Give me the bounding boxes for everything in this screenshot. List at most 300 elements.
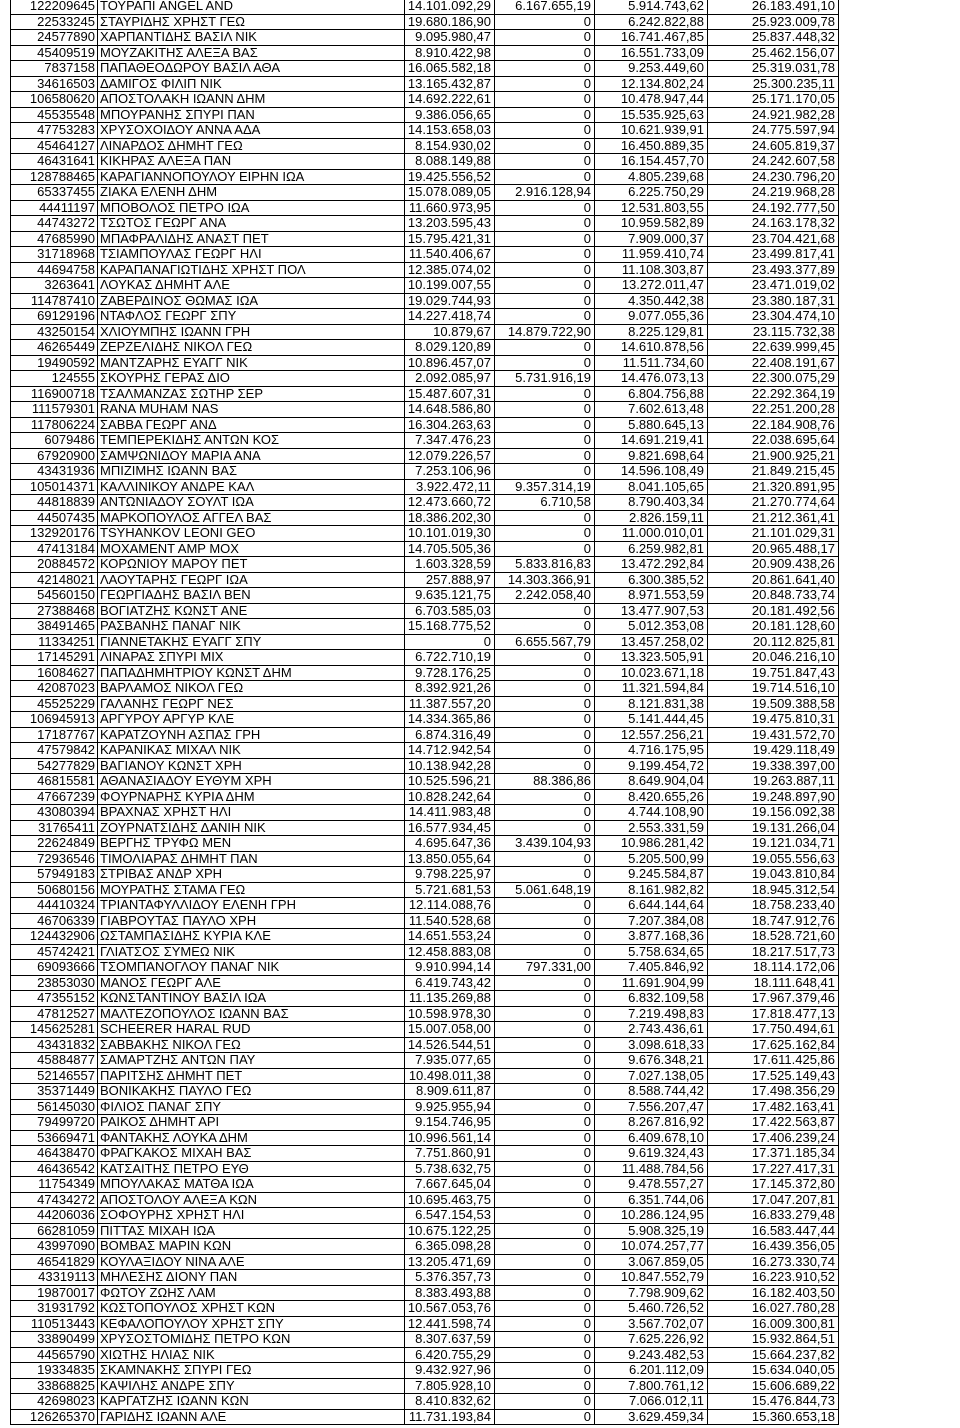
- row-amount-1: 7.667.645,04: [405, 1177, 495, 1192]
- row-amount-3: 9.243.482,53: [595, 1348, 708, 1363]
- row-name: ΧΙΩΤΗΣ ΗΛΙΑΣ ΝΙΚ: [98, 1348, 405, 1363]
- table-row: [11, 371, 839, 387]
- row-total: 24.921.982,28: [708, 108, 839, 123]
- row-total: 18.747.912,76: [708, 914, 839, 929]
- row-name: ΣΑΒΒΑΚΗΣ ΝΙΚΟΛ ΓΕΩ: [98, 1038, 405, 1053]
- row-name: ΣΚΑΜΝΑΚΗΣ ΣΠΥΡΙ ΓΕΩ: [98, 1363, 405, 1378]
- row-total: 22.251.200,28: [708, 402, 839, 417]
- row-total: 24.230.796,20: [708, 170, 839, 185]
- row-name: ΓΙΑΝΝΕΤΑΚΗΣ ΕΥΑΓΓ ΣΠΥ: [98, 635, 405, 650]
- row-name: ΒΡΑΧΝΑΣ ΧΡΗΣΤ ΗΛΙ: [98, 805, 405, 820]
- row-name: ΚΩΣΤΟΠΟΥΛΟΣ ΧΡΗΣΤ ΚΩΝ: [98, 1301, 405, 1316]
- row-id: 22624849: [11, 836, 98, 851]
- row-id: 3263641: [11, 278, 98, 293]
- table-row: [11, 557, 839, 573]
- row-amount-1: 12.114.088,76: [405, 898, 495, 913]
- row-amount-3: 9.821.698,64: [595, 449, 708, 464]
- row-amount-2: 0: [495, 991, 595, 1006]
- row-total: 16.009.300,81: [708, 1317, 839, 1332]
- row-id: 117806224: [11, 418, 98, 433]
- row-id: 45525229: [11, 697, 98, 712]
- table-row: [11, 247, 839, 263]
- row-total: 19.121.034,71: [708, 836, 839, 851]
- row-id: 47812527: [11, 1007, 98, 1022]
- row-id: 46815581: [11, 774, 98, 789]
- row-amount-2: 0: [495, 216, 595, 231]
- row-total: 17.145.372,80: [708, 1177, 839, 1192]
- row-id: 43431832: [11, 1038, 98, 1053]
- row-name: ΣΑΜΑΡΤΖΗΣ ΑΝΤΩΝ ΠΑΥ: [98, 1053, 405, 1068]
- row-id: 47413184: [11, 542, 98, 557]
- row-total: 18.758.233,40: [708, 898, 839, 913]
- row-name: RANA MUHAM NAS: [98, 402, 405, 417]
- row-name: ΤΣΟΜΠΑΝΟΓΛΟΥ ΠΑΝΑΓ ΝΙΚ: [98, 960, 405, 975]
- row-amount-2: 0: [495, 712, 595, 727]
- table-row: [11, 170, 839, 186]
- row-amount-3: 7.798.909,62: [595, 1286, 708, 1301]
- row-name: ΚΙΚΗΡΑΣ ΑΛΕΞΑ ΠΑΝ: [98, 154, 405, 169]
- row-amount-1: 11.135.269,88: [405, 991, 495, 1006]
- table-row: [11, 278, 839, 294]
- row-amount-2: 0: [495, 650, 595, 665]
- row-amount-1: 5.721.681,53: [405, 883, 495, 898]
- row-total: 24.605.819,37: [708, 139, 839, 154]
- row-amount-1: 10.598.978,30: [405, 1007, 495, 1022]
- row-amount-1: 16.065.582,18: [405, 61, 495, 76]
- row-name: ΠΑΡΙΤΣΗΣ ΔΗΜΗΤ ΠΕΤ: [98, 1069, 405, 1084]
- row-amount-1: 11.540.528,68: [405, 914, 495, 929]
- row-amount-1: 9.095.980,47: [405, 30, 495, 45]
- row-amount-1: 12.079.226,57: [405, 449, 495, 464]
- row-id: 46438470: [11, 1146, 98, 1161]
- row-name: ΓΑΡΙΔΗΣ ΙΩΑΝΝ ΑΛΕ: [98, 1410, 405, 1425]
- table-row: [11, 604, 839, 620]
- row-amount-3: 5.758.634,65: [595, 945, 708, 960]
- table-row: [11, 852, 839, 868]
- row-amount-3: 9.478.557,27: [595, 1177, 708, 1192]
- row-amount-3: 7.625.226,92: [595, 1332, 708, 1347]
- row-amount-2: 6.710,58: [495, 495, 595, 510]
- table-row: [11, 743, 839, 759]
- row-amount-1: 8.154.930,02: [405, 139, 495, 154]
- row-amount-1: 6.420.755,29: [405, 1348, 495, 1363]
- row-amount-1: 14.101.092,29: [405, 0, 495, 14]
- row-total: 21.212.361,41: [708, 511, 839, 526]
- row-total: 18.114.172,06: [708, 960, 839, 975]
- table-row: [11, 1084, 839, 1100]
- row-total: 20.181.128,60: [708, 619, 839, 634]
- row-amount-2: 0: [495, 914, 595, 929]
- row-amount-1: 5.376.357,73: [405, 1270, 495, 1285]
- row-amount-2: 0: [495, 154, 595, 169]
- row-amount-2: 6.655.567,79: [495, 635, 595, 650]
- row-amount-1: 9.635.121,75: [405, 588, 495, 603]
- row-amount-1: 6.703.585,03: [405, 604, 495, 619]
- row-total: 23.493.377,89: [708, 263, 839, 278]
- row-id: 122209645: [11, 0, 98, 14]
- table-row: [11, 929, 839, 945]
- row-name: ΧΡΥΣΟΧΟΙΔΟΥ ΑΝΝΑ ΑΔΑ: [98, 123, 405, 138]
- row-id: 17145291: [11, 650, 98, 665]
- row-total: 19.475.810,31: [708, 712, 839, 727]
- row-name: ΓΕΩΡΓΙΑΔΗΣ ΒΑΣΙΛ ΒΕΝ: [98, 588, 405, 603]
- row-amount-2: 0: [495, 1332, 595, 1347]
- row-amount-1: 8.910.422,98: [405, 46, 495, 61]
- row-amount-3: 16.450.889,35: [595, 139, 708, 154]
- row-amount-3: 8.588.744,42: [595, 1084, 708, 1099]
- table-row: [11, 1100, 839, 1116]
- row-amount-2: 0: [495, 619, 595, 634]
- row-name: ΜΠΟΥΡΑΝΗΣ ΣΠΥΡΙ ΠΑΝ: [98, 108, 405, 123]
- row-id: 66281059: [11, 1224, 98, 1239]
- row-amount-2: 0: [495, 1177, 595, 1192]
- row-total: 19.431.572,70: [708, 728, 839, 743]
- row-amount-1: 0: [405, 635, 495, 650]
- row-amount-1: 14.705.505,36: [405, 542, 495, 557]
- row-amount-3: 14.610.878,56: [595, 340, 708, 355]
- row-id: 16084627: [11, 666, 98, 681]
- row-total: 19.248.897,90: [708, 790, 839, 805]
- row-total: 15.606.689,22: [708, 1379, 839, 1394]
- table-row: [11, 232, 839, 248]
- row-amount-2: 5.833.816,83: [495, 557, 595, 572]
- row-amount-3: 14.691.219,41: [595, 433, 708, 448]
- row-name: ΖΙΑΚΑ ΕΛΕΝΗ ΔΗΜ: [98, 185, 405, 200]
- row-amount-2: 88.386,86: [495, 774, 595, 789]
- row-amount-3: 3.567.702,07: [595, 1317, 708, 1332]
- row-amount-1: 10.199.007,55: [405, 278, 495, 293]
- table-row: [11, 1007, 839, 1023]
- row-amount-2: 0: [495, 867, 595, 882]
- row-amount-1: 14.153.658,03: [405, 123, 495, 138]
- row-name: ΣΤΑΥΡΙΔΗΣ ΧΡΗΣΤ ΓΕΩ: [98, 15, 405, 30]
- row-name: ΑΠΟΣΤΟΛΑΚΗ ΙΩΑΝΝ ΔΗΜ: [98, 92, 405, 107]
- row-amount-1: 16.577.934,45: [405, 821, 495, 836]
- row-total: 23.499.817,41: [708, 247, 839, 262]
- row-amount-3: 5.908.325,19: [595, 1224, 708, 1239]
- row-total: 25.171.170,05: [708, 92, 839, 107]
- table-row: [11, 1069, 839, 1085]
- row-id: 69129196: [11, 309, 98, 324]
- row-amount-3: 6.300.385,52: [595, 573, 708, 588]
- row-total: 19.714.516,10: [708, 681, 839, 696]
- row-amount-1: 4.695.647,36: [405, 836, 495, 851]
- row-total: 15.664.237,82: [708, 1348, 839, 1363]
- row-id: 145625281: [11, 1022, 98, 1037]
- row-amount-3: 9.245.584,87: [595, 867, 708, 882]
- row-amount-2: 0: [495, 201, 595, 216]
- table-row: [11, 836, 839, 852]
- table-row: [11, 449, 839, 465]
- row-amount-3: 6.201.112,09: [595, 1363, 708, 1378]
- row-id: 42087023: [11, 681, 98, 696]
- row-amount-1: 14.651.553,24: [405, 929, 495, 944]
- table-row: [11, 108, 839, 124]
- row-id: 46431641: [11, 154, 98, 169]
- row-amount-2: 0: [495, 1224, 595, 1239]
- table-row: [11, 821, 839, 837]
- row-id: 57949183: [11, 867, 98, 882]
- row-id: 22533245: [11, 15, 98, 30]
- row-id: 19870017: [11, 1286, 98, 1301]
- row-amount-2: 0: [495, 1053, 595, 1068]
- row-amount-3: 7.556.207,47: [595, 1100, 708, 1115]
- row-amount-1: 8.909.611,87: [405, 1084, 495, 1099]
- row-id: 42148021: [11, 573, 98, 588]
- row-amount-2: 0: [495, 1208, 595, 1223]
- row-amount-1: 19.680.186,90: [405, 15, 495, 30]
- row-amount-1: 6.874.316,49: [405, 728, 495, 743]
- row-id: 65337455: [11, 185, 98, 200]
- row-name: ΦΟΥΡΝΑΡΗΣ ΚΥΡΙΑ ΔΗΜ: [98, 790, 405, 805]
- row-id: 38491465: [11, 619, 98, 634]
- row-amount-2: 0: [495, 418, 595, 433]
- table-row: [11, 1394, 839, 1410]
- row-id: 33868825: [11, 1379, 98, 1394]
- row-amount-1: 9.432.927,96: [405, 1363, 495, 1378]
- table-row: [11, 805, 839, 821]
- row-amount-3: 11.321.594,84: [595, 681, 708, 696]
- row-amount-2: 2.242.058,40: [495, 588, 595, 603]
- row-amount-2: 0: [495, 340, 595, 355]
- row-amount-1: 8.410.832,62: [405, 1394, 495, 1409]
- table-row: [11, 697, 839, 713]
- row-amount-2: 14.879.722,90: [495, 325, 595, 340]
- row-name: ΤΟΥΡΑΠΙ ANGEL AND: [98, 0, 405, 14]
- table-row: [11, 542, 839, 558]
- table-row: [11, 666, 839, 682]
- row-amount-3: 13.457.258,02: [595, 635, 708, 650]
- table-row: [11, 77, 839, 93]
- row-name: ΦΡΑΓΚΑΚΟΣ ΜΙΧΑΗ ΒΑΣ: [98, 1146, 405, 1161]
- row-amount-1: 12.473.660,72: [405, 495, 495, 510]
- row-id: 19490592: [11, 356, 98, 371]
- row-total: 18.111.648,41: [708, 976, 839, 991]
- row-total: 17.625.162,84: [708, 1038, 839, 1053]
- row-amount-1: 15.168.775,52: [405, 619, 495, 634]
- row-total: 25.837.448,32: [708, 30, 839, 45]
- row-amount-3: 9.077.055,36: [595, 309, 708, 324]
- row-amount-3: 3.098.618,33: [595, 1038, 708, 1053]
- row-amount-2: 0: [495, 743, 595, 758]
- row-amount-2: 0: [495, 232, 595, 247]
- table-row: [11, 402, 839, 418]
- row-amount-2: 0: [495, 852, 595, 867]
- table-row: [11, 1270, 839, 1286]
- row-amount-1: 16.304.263,63: [405, 418, 495, 433]
- table-row: [11, 867, 839, 883]
- table-row: [11, 15, 839, 31]
- row-amount-2: 3.439.104,93: [495, 836, 595, 851]
- row-amount-2: 0: [495, 759, 595, 774]
- row-amount-1: 7.347.476,23: [405, 433, 495, 448]
- row-amount-1: 6.419.743,42: [405, 976, 495, 991]
- row-amount-2: 797.331,00: [495, 960, 595, 975]
- row-name: ΓΛΙΑΤΣΟΣ ΣΥΜΕΩ ΝΙΚ: [98, 945, 405, 960]
- table-row: [11, 1317, 839, 1333]
- row-name: ΚΑΤΣΑΙΤΗΣ ΠΕΤΡΟ ΕΥΘ: [98, 1162, 405, 1177]
- row-amount-2: 0: [495, 278, 595, 293]
- row-amount-1: 11.731.193,84: [405, 1410, 495, 1425]
- row-amount-2: 0: [495, 1100, 595, 1115]
- row-amount-3: 8.161.982,82: [595, 883, 708, 898]
- row-total: 22.292.364,19: [708, 387, 839, 402]
- row-total: 15.360.653,18: [708, 1410, 839, 1425]
- row-total: 25.319.031,78: [708, 61, 839, 76]
- table-row: [11, 1053, 839, 1069]
- row-amount-3: 4.716.175,95: [595, 743, 708, 758]
- row-amount-3: 9.199.454,72: [595, 759, 708, 774]
- row-total: 17.227.417,31: [708, 1162, 839, 1177]
- row-amount-1: 12.441.598,74: [405, 1317, 495, 1332]
- row-id: 47355152: [11, 991, 98, 1006]
- row-total: 15.932.864,51: [708, 1332, 839, 1347]
- row-amount-1: 14.692.222,61: [405, 92, 495, 107]
- row-name: ΜΗΛΕΣΗΣ ΔΙΟΝΥ ΠΑΝ: [98, 1270, 405, 1285]
- row-total: 17.967.379,46: [708, 991, 839, 1006]
- table-row: [11, 325, 839, 341]
- row-name: ΛΟΥΚΑΣ ΔΗΜΗΤ ΑΛΕ: [98, 278, 405, 293]
- row-id: 43319113: [11, 1270, 98, 1285]
- table-row: [11, 61, 839, 77]
- row-id: 44565790: [11, 1348, 98, 1363]
- row-total: 20.965.488,17: [708, 542, 839, 557]
- row-total: 20.861.641,40: [708, 573, 839, 588]
- row-name: ΤΕΜΠΕΡΕΚΙΔΗΣ ΑΝΤΩΝ ΚΟΣ: [98, 433, 405, 448]
- row-name: ΦΩΤΟΥ ΖΩΗΣ ΛΑΜ: [98, 1286, 405, 1301]
- row-amount-1: 10.567.053,76: [405, 1301, 495, 1316]
- table-row: [11, 340, 839, 356]
- row-amount-1: 8.392.921,26: [405, 681, 495, 696]
- row-amount-3: 9.676.348,21: [595, 1053, 708, 1068]
- row-amount-2: 14.303.366,91: [495, 573, 595, 588]
- row-amount-3: 6.225.750,29: [595, 185, 708, 200]
- row-total: 24.219.968,28: [708, 185, 839, 200]
- row-amount-1: 12.385.074,02: [405, 263, 495, 278]
- row-amount-2: 0: [495, 1286, 595, 1301]
- row-total: 21.320.891,95: [708, 480, 839, 495]
- row-name: ΖΟΥΡΝΑΤΣΙΔΗΣ ΔΑΝΙΗ ΝΙΚ: [98, 821, 405, 836]
- row-id: 128788465: [11, 170, 98, 185]
- row-total: 16.273.330,74: [708, 1255, 839, 1270]
- row-name: ΤΡΙΑΝΤΑΦΥΛΛΙΔΟΥ ΕΛΕΝΗ ΓΡΗ: [98, 898, 405, 913]
- row-id: 43080394: [11, 805, 98, 820]
- table-row: [11, 1410, 839, 1426]
- row-total: 24.163.178,32: [708, 216, 839, 231]
- row-total: 19.751.847,43: [708, 666, 839, 681]
- row-amount-3: 10.074.257,77: [595, 1239, 708, 1254]
- row-name: ΒΟΓΙΑΤΖΗΣ ΚΩΝΣΤ ΑΝΕ: [98, 604, 405, 619]
- row-total: 19.509.388,58: [708, 697, 839, 712]
- row-id: 47579842: [11, 743, 98, 758]
- row-amount-2: 0: [495, 123, 595, 138]
- row-total: 20.112.825,81: [708, 635, 839, 650]
- row-amount-3: 4.744.108,90: [595, 805, 708, 820]
- row-amount-1: 6.365.098,28: [405, 1239, 495, 1254]
- row-amount-3: 10.847.552,79: [595, 1270, 708, 1285]
- table-row: [11, 1146, 839, 1162]
- row-amount-1: 14.334.365,86: [405, 712, 495, 727]
- row-amount-2: 0: [495, 30, 595, 45]
- row-amount-1: 18.386.202,30: [405, 511, 495, 526]
- row-amount-1: 10.695.463,75: [405, 1193, 495, 1208]
- row-amount-2: 5.731.916,19: [495, 371, 595, 386]
- row-total: 21.849.215,45: [708, 464, 839, 479]
- row-total: 19.156.092,38: [708, 805, 839, 820]
- row-amount-1: 8.307.637,59: [405, 1332, 495, 1347]
- row-name: ΝΤΑΦΛΟΣ ΓΕΩΡΓ ΣΠΥ: [98, 309, 405, 324]
- row-name: SCHEERER HARAL RUD: [98, 1022, 405, 1037]
- row-id: 43250154: [11, 325, 98, 340]
- row-name: ΑΡΓΥΡΟΥ ΑΡΓΥΡ ΚΛΕ: [98, 712, 405, 727]
- row-amount-2: 0: [495, 1379, 595, 1394]
- row-amount-1: 15.795.421,31: [405, 232, 495, 247]
- row-id: 53669471: [11, 1131, 98, 1146]
- row-amount-2: 0: [495, 77, 595, 92]
- table-row: [11, 464, 839, 480]
- row-total: 22.408.191,67: [708, 356, 839, 371]
- row-total: 15.476.844,73: [708, 1394, 839, 1409]
- row-amount-3: 7.800.761,12: [595, 1379, 708, 1394]
- table-row: [11, 495, 839, 511]
- row-id: 35371449: [11, 1084, 98, 1099]
- row-amount-2: 0: [495, 511, 595, 526]
- row-id: 124432906: [11, 929, 98, 944]
- row-amount-1: 14.227.418,74: [405, 309, 495, 324]
- table-row: [11, 216, 839, 232]
- row-amount-2: 0: [495, 604, 595, 619]
- table-row: [11, 1177, 839, 1193]
- row-name: ΖΑΒΕΡΔΙΝΟΣ ΘΩΜΑΣ ΙΩΑ: [98, 294, 405, 309]
- row-amount-2: 0: [495, 976, 595, 991]
- table-row: [11, 46, 839, 62]
- row-amount-3: 6.804.756,88: [595, 387, 708, 402]
- table-row: [11, 728, 839, 744]
- row-amount-1: 10.498.011,38: [405, 1069, 495, 1084]
- row-name: ΦΙΛΙΟΣ ΠΑΝΑΓ ΣΠΥ: [98, 1100, 405, 1115]
- row-id: 6079486: [11, 433, 98, 448]
- table-row: [11, 30, 839, 46]
- row-name: ΓΙΑΒΡΟΥΤΑΣ ΠΑΥΛΟ ΧΡΗ: [98, 914, 405, 929]
- row-amount-3: 8.225.129,81: [595, 325, 708, 340]
- row-amount-2: 9.357.314,19: [495, 480, 595, 495]
- row-amount-2: 0: [495, 170, 595, 185]
- row-amount-2: 0: [495, 790, 595, 805]
- row-amount-2: 0: [495, 1007, 595, 1022]
- row-amount-3: 4.805.239,68: [595, 170, 708, 185]
- row-total: 21.101.029,31: [708, 526, 839, 541]
- row-amount-3: 7.219.498,83: [595, 1007, 708, 1022]
- row-amount-2: 2.916.128,94: [495, 185, 595, 200]
- row-name: ΛΙΝΑΡΑΣ ΣΠΥΡΙ ΜΙΧ: [98, 650, 405, 665]
- row-total: 24.775.597,94: [708, 123, 839, 138]
- row-name: ΜΟΧΑΜΕΝΤ ΑΜΡ ΜΟΧ: [98, 542, 405, 557]
- row-amount-3: 7.909.000,37: [595, 232, 708, 247]
- row-id: 31718968: [11, 247, 98, 262]
- row-name: ΚΑΨΙΛΗΣ ΑΝΔΡΕ ΣΠΥ: [98, 1379, 405, 1394]
- row-name: ΧΡΥΣΟΣΤΟΜΙΔΗΣ ΠΕΤΡΟ ΚΩΝ: [98, 1332, 405, 1347]
- row-amount-1: 9.386.056,65: [405, 108, 495, 123]
- row-total: 17.818.477,13: [708, 1007, 839, 1022]
- row-amount-2: 0: [495, 1363, 595, 1378]
- row-name: ΤΙΜΟΛΙΑΡΑΣ ΔΗΜΗΤ ΠΑΝ: [98, 852, 405, 867]
- row-total: 23.471.019,02: [708, 278, 839, 293]
- row-amount-1: 7.935.077,65: [405, 1053, 495, 1068]
- row-amount-2: 0: [495, 697, 595, 712]
- row-total: 20.848.733,74: [708, 588, 839, 603]
- row-name: ΒΑΓΙΑΝΟΥ ΚΩΝΣΤ ΧΡΗ: [98, 759, 405, 774]
- row-amount-1: 10.879,67: [405, 325, 495, 340]
